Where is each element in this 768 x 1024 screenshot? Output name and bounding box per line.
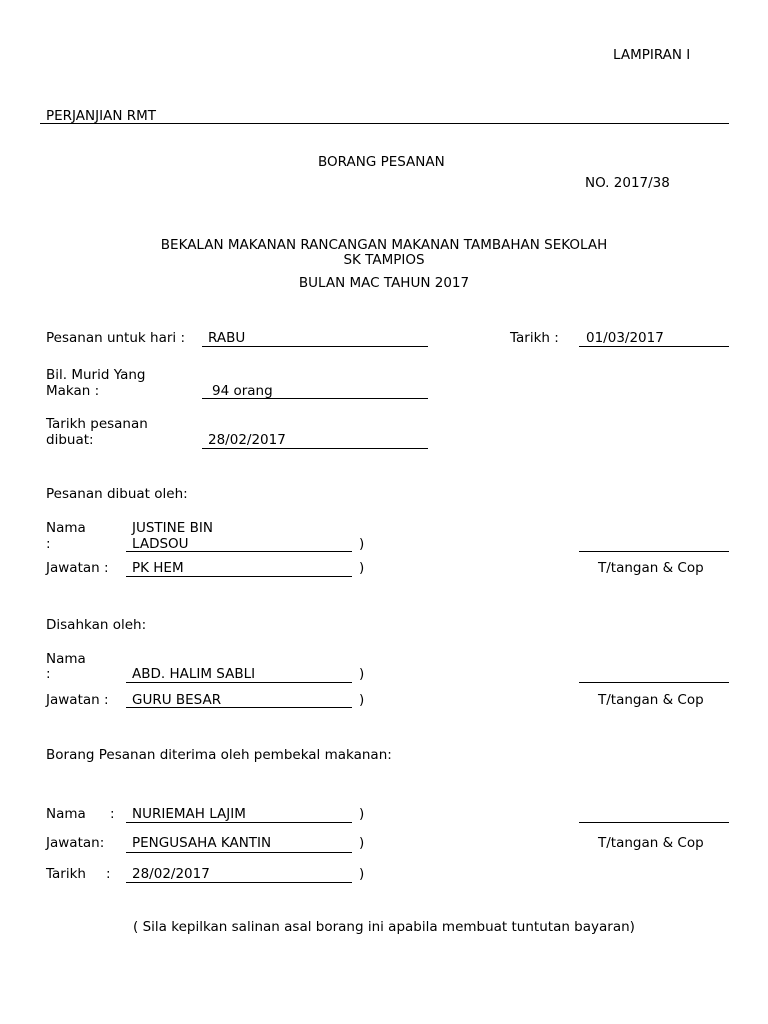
- order-date-value: 01/03/2017: [586, 330, 664, 346]
- received-date-value: 28/02/2017: [132, 866, 210, 882]
- order-day-label: Pesanan untuk hari :: [46, 330, 185, 346]
- approved-position-value: GURU BESAR: [132, 692, 222, 708]
- received-name-colon: :: [110, 806, 115, 822]
- ordered-name-line: [126, 551, 352, 552]
- order-made-line: [202, 448, 428, 449]
- ordered-sign-label: T/tangan & Cop: [598, 560, 704, 576]
- ordered-position-paren: ): [359, 560, 365, 576]
- students-line: [202, 398, 428, 399]
- received-sign-label: T/tangan & Cop: [598, 835, 704, 851]
- month-year: BULAN MAC TAHUN 2017: [298, 275, 470, 291]
- received-position-line: [126, 852, 352, 853]
- received-signature-line: [579, 822, 729, 823]
- received-date-line: [126, 882, 352, 883]
- received-position-paren: ): [359, 835, 365, 851]
- received-position-value: PENGUSAHA KANTIN: [132, 835, 272, 851]
- order-made-label-1: Tarikh pesanan: [46, 416, 148, 432]
- received-date-colon: :: [106, 866, 111, 882]
- ordered-position-label: Jawatan :: [46, 560, 109, 576]
- approved-by-heading: Disahkan oleh:: [46, 617, 147, 633]
- subtitle-line-1: BEKALAN MAKANAN RANCANGAN MAKANAN TAMBAHAN SEKOLAH: [160, 237, 608, 253]
- order-day-value: RABU: [208, 330, 246, 346]
- received-date-paren: ): [359, 866, 365, 882]
- header-rule: [40, 123, 729, 124]
- received-position-label: Jawatan:: [46, 835, 105, 851]
- approved-name-colon: :: [46, 666, 51, 682]
- students-value: 94 orang: [212, 383, 273, 399]
- approved-name-paren: ): [359, 666, 365, 682]
- received-date-label: Tarikh: [46, 866, 86, 882]
- approved-signature-line: [579, 682, 729, 683]
- approved-sign-label: T/tangan & Cop: [598, 692, 704, 708]
- students-label-2: Makan :: [46, 383, 100, 399]
- order-date-line: [579, 346, 729, 347]
- received-by-heading: Borang Pesanan diterima oleh pembekal makanan:: [46, 747, 392, 763]
- received-name-paren: ): [359, 806, 365, 822]
- received-name-value: NURIEMAH LAJIM: [132, 806, 246, 822]
- students-label-1: Bil. Murid Yang: [46, 367, 146, 383]
- ordered-name-paren: ): [359, 536, 365, 552]
- ordered-name-value-1: JUSTINE BIN: [132, 520, 213, 536]
- order-day-line: [202, 346, 428, 347]
- approved-position-label: Jawatan :: [46, 692, 109, 708]
- footer-note: ( Sila kepilkan salinan asal borang ini apabila membuat tuntutan bayaran): [133, 919, 635, 935]
- approved-name-label: Nama: [46, 651, 86, 667]
- perjanjian-label: PERJANJIAN RMT: [46, 108, 156, 124]
- ordered-position-line: [126, 576, 352, 577]
- order-made-value: 28/02/2017: [208, 432, 286, 448]
- approved-position-paren: ): [359, 692, 365, 708]
- ordered-position-value: PK HEM: [132, 560, 184, 576]
- approved-position-line: [126, 707, 352, 708]
- ordered-signature-line: [579, 551, 729, 552]
- lampiran-label: LAMPIRAN I: [613, 47, 691, 63]
- approved-name-value: ABD. HALIM SABLI: [132, 666, 256, 682]
- order-made-label-2: dibuat:: [46, 432, 94, 448]
- subtitle-line-2: SK TAMPIOS: [343, 252, 425, 268]
- ordered-by-heading: Pesanan dibuat oleh:: [46, 486, 188, 502]
- approved-name-line: [126, 682, 352, 683]
- received-name-label: Nama: [46, 806, 86, 822]
- form-title: BORANG PESANAN: [318, 154, 445, 170]
- form-number: NO. 2017/38: [585, 175, 670, 191]
- received-name-line: [126, 822, 352, 823]
- ordered-name-label: Nama: [46, 520, 86, 536]
- ordered-name-value-2: LADSOU: [132, 536, 189, 552]
- ordered-name-colon: :: [46, 536, 51, 552]
- order-date-label: Tarikh :: [510, 330, 559, 346]
